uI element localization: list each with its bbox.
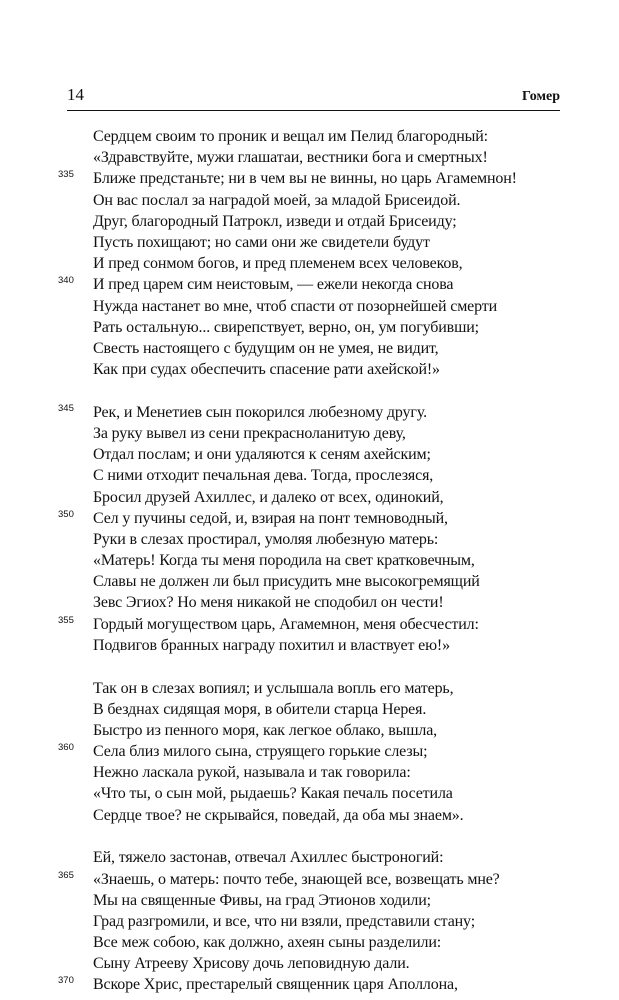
verse-line <box>0 508 619 529</box>
verse-line <box>0 296 619 317</box>
line-number: 360 <box>58 742 74 754</box>
verse-line <box>0 783 619 804</box>
verse-line <box>0 741 619 762</box>
verse-line <box>0 253 619 274</box>
verse-line <box>0 890 619 911</box>
verse-line <box>0 465 619 486</box>
line-number: 370 <box>58 975 74 987</box>
stanza-break <box>0 826 619 848</box>
verse-line <box>0 571 619 592</box>
verse-line <box>0 402 619 423</box>
verse-line <box>0 190 619 211</box>
verse-line <box>0 678 619 699</box>
verse-line <box>0 932 619 953</box>
verse-text: Друг, благородный Патрокл, изведи и отдай Брисеиду; <box>93 212 457 230</box>
verse-text: Сел у пучины седой, и, взирая на понт темноводный, <box>93 509 448 527</box>
line-number: 340 <box>58 275 74 287</box>
verse-text: Быстро из пенного моря, как легкое облако, вышла, <box>93 721 438 739</box>
running-head <box>67 84 560 111</box>
verse-text: Села близ милого сына, струящего горькие слезы; <box>93 743 428 761</box>
verse-line <box>0 444 619 465</box>
verse-text: Бросил друзей Ахиллес, и далеко от всех, одинокий, <box>93 488 444 506</box>
verse-line <box>0 699 619 720</box>
stanza <box>0 678 619 826</box>
line-number: 345 <box>58 402 74 414</box>
verse-text: Все меж собою, как должно, ахеян сыны разделили: <box>93 934 442 952</box>
verse-text: В безднах сидящая моря, в обители старца Нерея. <box>93 700 427 718</box>
stanza <box>0 126 619 380</box>
verse-text: «Здравствуйте, мужи глашатаи, вестники бога и смертных! <box>93 149 488 167</box>
verse-line <box>0 911 619 932</box>
verse-text: Как при судах обеспечить спасение рати ахейской!» <box>93 361 440 379</box>
verse-line <box>0 847 619 868</box>
verse-text: Свесть настоящего с будущим он не умея, не видит, <box>93 339 439 357</box>
verse-line <box>0 274 619 295</box>
line-number: 355 <box>58 614 74 626</box>
verse-line <box>0 614 619 635</box>
verse-line <box>0 317 619 338</box>
verse-text: Гордый могуществом царь, Агамемнон, меня обесчестил: <box>93 615 479 633</box>
verse-text: Подвигов бранных награду похитил и властвует ею!» <box>93 636 450 654</box>
verse-line <box>0 423 619 444</box>
verse-text: Рать остальную... свирепствует, верно, он, ум погубивши; <box>93 318 479 336</box>
verse-line <box>0 953 619 974</box>
verse-text: Пусть похищают; но сами они же свидетели будут <box>93 233 430 251</box>
verse-text: Сыну Атрееву Хрисову дочь леповидную дали. <box>93 955 410 973</box>
verse-text: Он вас послал за наградой моей, за младой Брисеидой. <box>93 191 461 209</box>
verse-text: Так он в слезах вопиял; и услышала вопль его матерь, <box>93 679 454 697</box>
verse-text: Град разгромили, и все, что ни взяли, представили стану; <box>93 912 475 930</box>
verse-line <box>0 974 619 995</box>
verse-line <box>0 126 619 147</box>
verse-line <box>0 359 619 380</box>
verse-line <box>0 720 619 741</box>
verse-text: Рек, и Менетиев сын покорился любезному другу. <box>93 403 427 421</box>
line-number: 335 <box>58 169 74 181</box>
verse-text: И пред сонмом богов, и пред племенем всех человеков, <box>93 255 463 273</box>
verse-text: Славы не должен ли был присудить мне высокогремящий <box>93 573 480 591</box>
verse-text: За руку вывел из сени прекрасноланитую деву, <box>93 424 406 442</box>
verse-line <box>0 232 619 253</box>
verse-line <box>0 762 619 783</box>
verse-text: Ближе предстаньте; ни в чем вы не винны, но царь Агамемнон! <box>93 170 517 188</box>
verse-text: Сердцем своим то проник и вещал им Пелид благородный: <box>93 128 488 145</box>
verse-line <box>0 869 619 890</box>
running-head-author: Гомер <box>522 89 560 104</box>
verse-text: «Что ты, о сын мой, рыдаешь? Какая печаль посетила <box>93 785 453 803</box>
verse-text: Мы на священные Фивы, на град Этионов ходили; <box>93 891 431 909</box>
verse-line <box>0 168 619 189</box>
verse-line <box>0 147 619 168</box>
line-number: 350 <box>58 508 74 520</box>
verse-text: Руки в слезах простирал, умоляя любезную матерь: <box>93 530 439 548</box>
stanza <box>0 847 619 995</box>
stanza-break <box>0 656 619 678</box>
verse-line <box>0 592 619 613</box>
verse-line <box>0 338 619 359</box>
stanza <box>0 402 619 656</box>
line-number: 365 <box>58 869 74 881</box>
verse-text: «Матерь! Когда ты меня породила на свет кратковечным, <box>93 552 475 570</box>
verse-text: Отдал послам; и они удаляются к сеням ахейским; <box>93 446 431 464</box>
stanza-break <box>0 380 619 402</box>
verse-text: Вскоре Хрис, престарелый священник царя Аполлона, <box>93 976 458 994</box>
verse-text: С ними отходит печальная дева. Тогда, прослезяся, <box>93 467 434 485</box>
verse-line <box>0 529 619 550</box>
verse-line <box>0 487 619 508</box>
verse-text: Сердце твое? не скрывайся, поведай, да оба мы знаем». <box>93 806 464 824</box>
verse-text: «Знаешь, о матерь: почто тебе, знающей все, возвещать мне? <box>93 870 500 888</box>
verse-text: Нужда настанет во мне, чтоб спасти от позорнейшей смерти <box>93 297 498 315</box>
verse-line <box>0 211 619 232</box>
verse-text: И пред царем сим неистовым, — ежели некогда снова <box>93 276 454 294</box>
verse-line <box>0 805 619 826</box>
verse-line <box>0 635 619 656</box>
verse-text: Нежно ласкала рукой, называла и так говорила: <box>93 764 411 782</box>
verse-line <box>0 550 619 571</box>
poem-text <box>0 126 619 996</box>
verse-text: Ей, тяжело застонав, отвечал Ахиллес быстроногий: <box>93 849 444 867</box>
verse-text: Зевс Эгиох? Но меня никакой не сподобил он чести! <box>93 594 444 612</box>
page-number: 14 <box>67 85 84 104</box>
